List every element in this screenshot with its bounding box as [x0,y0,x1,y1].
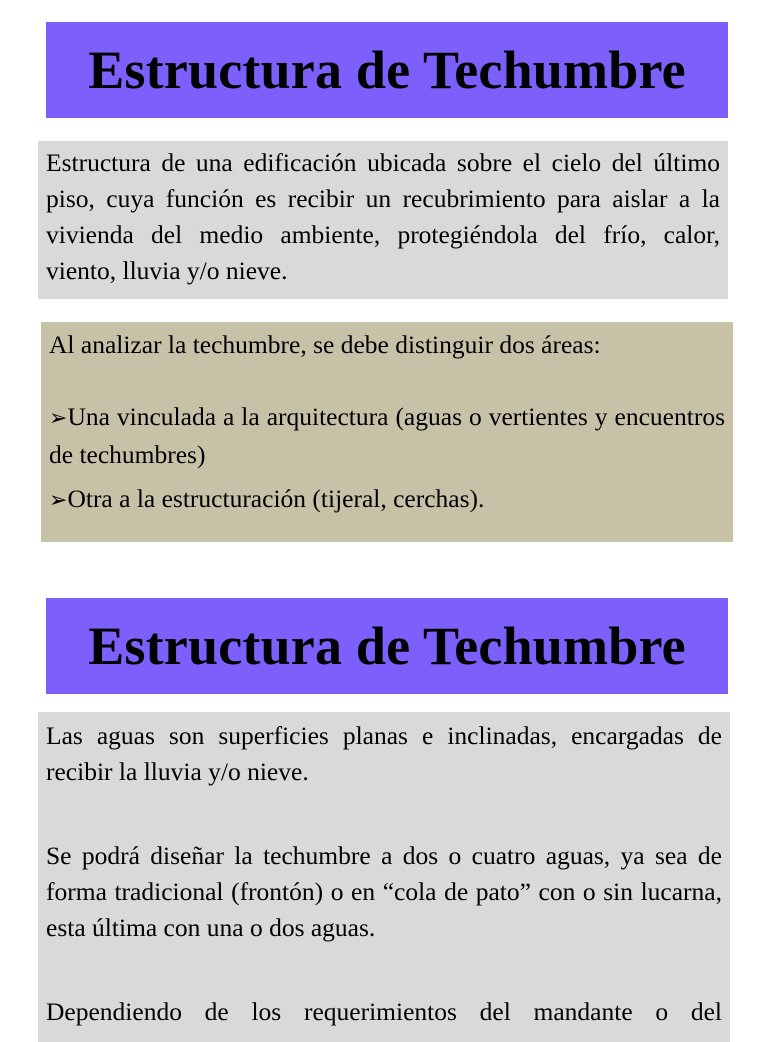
list-item [49,399,725,473]
areas-intro: Al analizar la techumbre, se debe distinguir dos áreas: [49,330,601,359]
paragraph-diseno: Se podrá diseñar la techumbre a dos o cuatro aguas, ya sea de forma tradicional (frontón) o en “cola de pato” con o sin lucarna, esta última con una o dos aguas. [46,841,722,942]
title-banner-2 [46,598,728,694]
arrow-bullet-icon: ➢ [49,488,68,513]
definition-box [38,141,728,299]
page-title-2: Estructura de Techumbre [88,616,686,676]
definition-text: Estructura de una edificación ubicada sobre el cielo del último piso, cuya función es recibir un recubrimiento para aislar a la vivienda del medio ambiente, protegiéndola del frío, calor, viento, lluvia y/o nieve. [46,148,720,285]
list-item [49,481,725,519]
paragraph-requerimientos: Dependiendo de los requerimientos del mandante o del [46,997,722,1026]
list-item-text: Una vinculada a la arquitectura (aguas o vertientes y encuentros de techumbres) [49,402,725,469]
paragraph-aguas: Las aguas son superficies planas e inclinadas, encargadas de recibir la lluvia y/o nieve. [46,721,722,786]
page-title-1: Estructura de Techumbre [88,40,686,100]
title-banner-1 [46,22,728,118]
aguas-box [38,712,730,1042]
areas-box [41,322,733,542]
arrow-bullet-icon: ➢ [49,406,68,431]
list-item-text: Otra a la estructuración (tijeral, cerchas). [67,484,485,513]
